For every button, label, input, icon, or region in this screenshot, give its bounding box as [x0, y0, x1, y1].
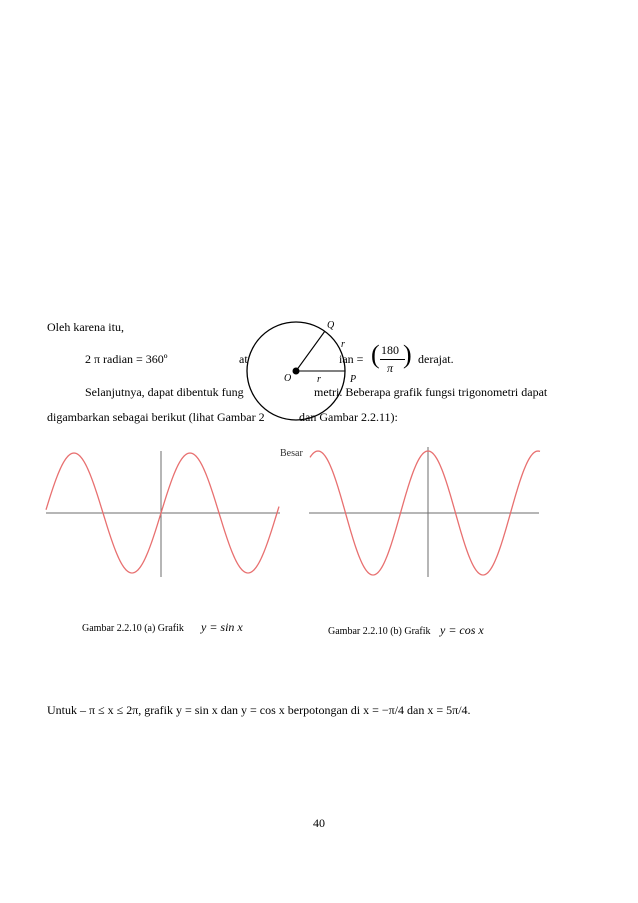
paragraph-line-1b: metri. Beberapa grafik fungsi trigonometri dapat	[314, 385, 548, 399]
equation-part-1: 2 π radian = 360º	[85, 352, 168, 366]
page-number: 40	[313, 816, 325, 830]
paragraph-line-2b: dan Gambar 2.2.11):	[299, 410, 398, 424]
equation-part-3: ian =	[339, 352, 364, 366]
paragraph-line-1a: Selanjutnya, dapat dibentuk fung	[85, 385, 244, 399]
fraction-numerator: 180	[381, 343, 399, 357]
equation-part-2: at	[239, 352, 248, 366]
fraction-open-paren: (	[371, 340, 380, 369]
label-p: P	[350, 374, 357, 385]
caption-b: Gambar 2.2.10 (b) Grafik	[328, 626, 431, 637]
caption-a-equation: y = sin x	[201, 620, 243, 634]
label-o: O	[284, 373, 292, 384]
intro-line: Oleh karena itu,	[47, 320, 124, 334]
fraction-denominator: π	[387, 361, 394, 375]
label-r-upper: r	[341, 339, 345, 350]
paragraph-line-2a: digambarkan sebagai berikut (lihat Gambar 2	[47, 410, 265, 424]
caption-b-equation: y = cos x	[440, 623, 484, 637]
label-r-lower: r	[317, 374, 321, 385]
intersection-statement: Untuk – π ≤ x ≤ 2π, grafik y = sin x dan y = cos x berpotongan di x = −π/4 dan x = 5π/4.	[47, 703, 471, 717]
equation-part-4: derajat.	[418, 352, 454, 366]
besar-label: Besar	[280, 448, 303, 459]
label-q: Q	[327, 320, 335, 331]
caption-a: Gambar 2.2.10 (a) Grafik	[82, 623, 184, 634]
fraction-close-paren: )	[403, 340, 412, 369]
